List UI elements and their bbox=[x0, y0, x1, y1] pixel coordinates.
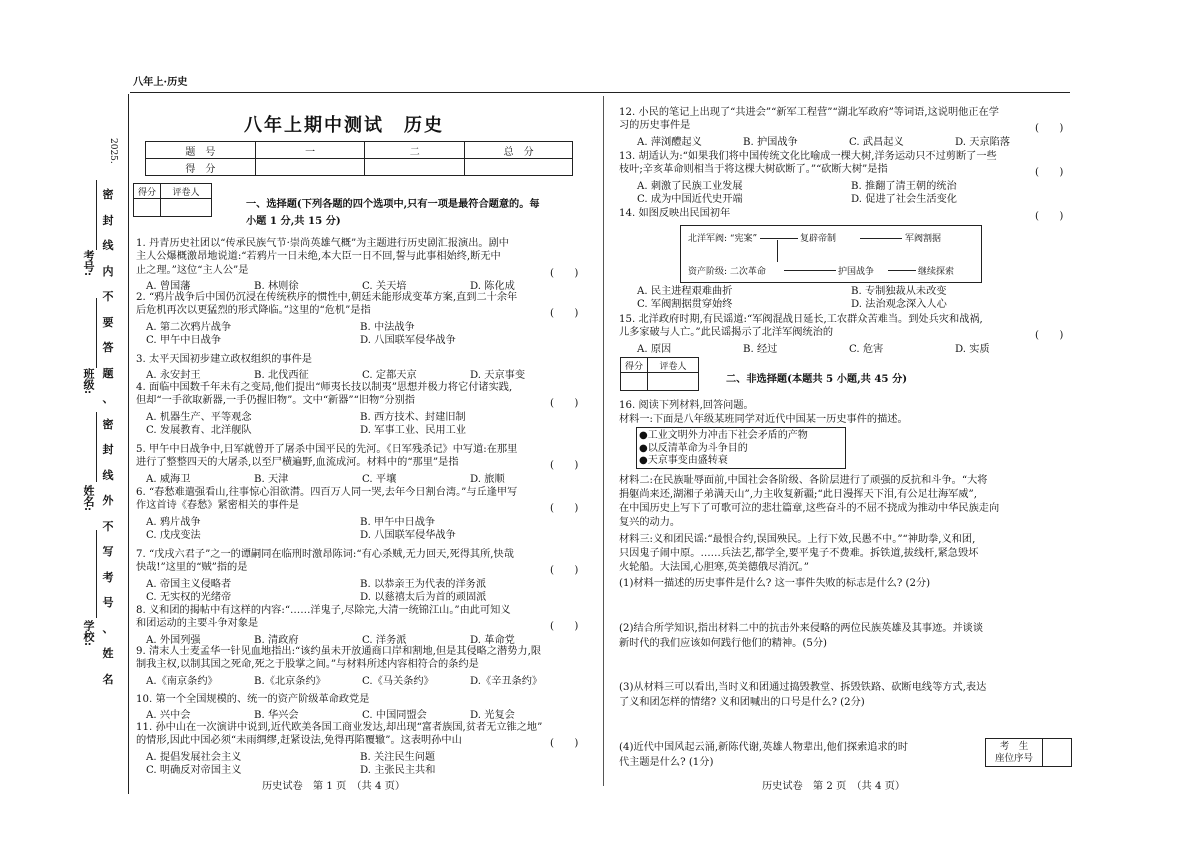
q6-stem: 作这首诗《春愁》紧密相关的事件是 bbox=[136, 500, 299, 512]
option-A[interactable]: A.《南京条约》 bbox=[146, 675, 218, 687]
seal-char: 、 bbox=[102, 621, 114, 635]
q7-stem: 快哉!”这里的“贼”指的是 bbox=[136, 562, 248, 574]
option-B[interactable]: B. 护国战争 bbox=[743, 136, 798, 148]
option-C[interactable]: C. 关天培 bbox=[362, 281, 407, 293]
option-B[interactable]: B.《北京条约》 bbox=[254, 675, 326, 687]
year-mark: 2025. bbox=[108, 138, 118, 164]
option-C[interactable]: C. 定都天京 bbox=[362, 370, 417, 382]
score-header: 题 号 bbox=[146, 142, 256, 159]
option-B[interactable]: B. 天津 bbox=[254, 473, 289, 485]
option-A[interactable]: A. 帝国主义侵略者 bbox=[146, 578, 232, 590]
seal-char: 外 bbox=[102, 494, 114, 507]
seal-char: 封 bbox=[102, 213, 114, 227]
sub-question-3: (3)从材料三可以看出,当时义和团通过捣毁教堂、拆毁铁路、砍断电线等方式,表达 bbox=[619, 682, 987, 693]
q11-stem: 的情形,因此中国必须“未雨绸缪,赶紧设法,免得再陷覆辙”。这表明孙中山 bbox=[136, 735, 462, 747]
q4-stem: 4. 面临中国数千年未有之变局,他们提出“师夷长技以制夷”思想并极力将它付诸实践, bbox=[136, 382, 513, 393]
option-C[interactable]: C. 武昌起义 bbox=[849, 136, 904, 148]
q13-stem: 枝叶;辛亥革命则相当于将这棵大树砍断了。”“砍断大树”是指 bbox=[619, 164, 888, 176]
seal-char: 封 bbox=[102, 443, 114, 456]
score-header: 二 bbox=[365, 142, 465, 159]
diagram-node: 北洋军阀: “宪案” bbox=[688, 234, 758, 244]
q12-stem: 12. 小民的笔记上出现了“共进会”“新军工程营”“湖北军政府”等词语,这说明他正在学 bbox=[619, 107, 999, 118]
option-A[interactable]: A. 民主进程艰难曲折 bbox=[637, 286, 733, 297]
q2-stem: 后危机再次以更猛烈的形式降临。”这里的“危机”是指 bbox=[136, 305, 371, 317]
grader-label: 评卷人 bbox=[161, 184, 212, 199]
q8-stem: 8. 义和团的揭帖中有这样的内容:“……洋鬼子,尽除完,大清一统锦江山。”由此可知义 bbox=[136, 605, 511, 616]
grader-cell[interactable] bbox=[134, 199, 161, 217]
footer-right: 历史试卷 第 2 页 （共 4 页） bbox=[762, 781, 906, 792]
option-A[interactable]: A. 外国列强 bbox=[146, 634, 201, 646]
option-C[interactable]: C. 军阀割据贯穿始终 bbox=[637, 299, 733, 311]
option-D[interactable]: D. 八国联军侵华战争 bbox=[360, 530, 456, 542]
option-B[interactable]: B. 中法战争 bbox=[360, 321, 415, 333]
grader-cell[interactable] bbox=[648, 373, 699, 391]
seat-label: 考 生 bbox=[999, 740, 1029, 752]
option-A[interactable]: A. 提倡发展社会主义 bbox=[146, 751, 242, 763]
option-A[interactable]: A. 萍浏醴起义 bbox=[637, 136, 702, 148]
option-C[interactable]: C. 洋务派 bbox=[362, 634, 407, 646]
answer-paren[interactable]: ( ) bbox=[550, 308, 579, 320]
material-one-intro: 材料一:下面是八年级某班同学对近代中国某一历史事件的描述。 bbox=[619, 414, 908, 425]
answer-paren[interactable]: ( ) bbox=[550, 398, 579, 410]
q13-stem: 13. 胡适认为:“如果我们将中国传统文化比喻成一棵大树,洋务运动只不过剪断了一些 bbox=[619, 151, 997, 162]
seal-char: 写 bbox=[102, 545, 114, 558]
q9-stem: 9. 清末人士麦孟华一针见血地指出:“该约虽未开放通商口岸和割地,但是其侵略之潜势力,限 bbox=[136, 646, 542, 657]
option-C[interactable]: C. 平壤 bbox=[362, 473, 397, 485]
q5-stem: 进行了整整四天的大屠杀,以至尸横遍野,血流成河。材料中的“那里”是指 bbox=[136, 457, 459, 469]
option-D[interactable]: D. 主张民主共和 bbox=[360, 765, 436, 777]
seal-char: 线 bbox=[102, 239, 114, 252]
seal-char: 姓 bbox=[102, 647, 114, 660]
q16-stem: 16. 阅读下列材料,回答问题。 bbox=[619, 400, 754, 411]
option-D[interactable]: D. 天京陷落 bbox=[955, 136, 1011, 148]
grader-label: 评卷人 bbox=[648, 358, 699, 373]
q1-stem: 主人公爆概激昂地说道:“若鸦片一日未绝,本大臣一日不回,誓与此事相始终,断无中 bbox=[136, 251, 501, 263]
score-cell[interactable] bbox=[465, 159, 573, 176]
option-B[interactable]: B. 推翻了清王朝的统治 bbox=[851, 180, 957, 192]
option-C[interactable]: C. 无实权的光绪帝 bbox=[146, 592, 232, 604]
q15-stem: 儿多家破与人亡。”此民谣揭示了北洋军阀统治的 bbox=[619, 327, 834, 339]
diagram-node: 继续探索 bbox=[918, 267, 955, 277]
section-two-heading: 二、非选择题(本题共 5 小题,共 45 分) bbox=[726, 373, 908, 385]
option-D[interactable]: D. 革命党 bbox=[470, 634, 515, 646]
q14-stem: 14. 如图反映出民国初年 bbox=[619, 208, 731, 219]
answer-paren[interactable]: ( ) bbox=[550, 503, 579, 515]
material-one-item: ●天京事变由盛转衰 bbox=[639, 455, 728, 466]
seat-label: 座位序号 bbox=[994, 752, 1033, 764]
option-D[interactable]: D. 陈化成 bbox=[470, 281, 515, 293]
option-C[interactable]: C. 明确反对帝国主义 bbox=[146, 765, 242, 777]
option-D[interactable]: D. 军事工业、民用工业 bbox=[360, 425, 466, 437]
answer-paren[interactable]: ( ) bbox=[550, 460, 579, 472]
q10-stem: 10. 第一个全国规模的、统一的资产阶级革命政党是 bbox=[136, 694, 370, 705]
option-C[interactable]: C. 戊戌变法 bbox=[146, 530, 201, 542]
seal-char: 号 bbox=[102, 596, 114, 609]
material-three-line: 材料三:义和团民谣:“最恨合约,误国殃民。上行下效,民愚不中。”“神助拳,义和团, bbox=[619, 534, 976, 545]
grader-cell[interactable] bbox=[161, 199, 212, 217]
answer-paren[interactable]: ( ) bbox=[550, 565, 579, 577]
q12-stem: 习的历史事件是 bbox=[619, 120, 691, 132]
option-B[interactable]: B. 北伐西征 bbox=[254, 370, 309, 382]
material-three-line: 火轮船。大法国,心胆寒,英美德俄尽消沉。” bbox=[619, 562, 809, 573]
option-B[interactable]: B. 经过 bbox=[743, 343, 778, 355]
material-two-line: 在中国历史上写下了可歌可泣的悲壮篇章,这些奋斗的不屈不挠成为推动中华民族走向 bbox=[619, 503, 1000, 514]
q3-stem: 3. 太平天国初步建立政权组织的事件是 bbox=[136, 354, 312, 365]
footer-left: 历史试卷 第 1 页 （共 4 页） bbox=[262, 781, 406, 792]
score-label: 得 分 bbox=[146, 159, 256, 176]
q9-stem: 制我主权,以制其国之死命,死之于股掌之间。”与材料所述内容相符合的条约是 bbox=[136, 659, 479, 671]
q11-stem: 11. 孙中山在一次演讲中说到,近代欧美各国工商业发达,却出现“富者族国,贫者无立锥之地” bbox=[136, 722, 543, 733]
q4-stem: 但却“一手欲取新器,一手仍握旧物”。文中“新器”“旧物”分别指 bbox=[136, 395, 415, 407]
option-A[interactable]: A. 刺激了民族工业发展 bbox=[637, 180, 743, 192]
q1-stem: 1. 丹青历史社团以“传承民族气节·崇尚英雄气概”为主题进行历史剧汇报演出。剧中 bbox=[136, 238, 509, 249]
seal-char: 内 bbox=[102, 264, 114, 278]
option-B[interactable]: B. 林则徐 bbox=[254, 281, 299, 293]
option-D[interactable]: D. 以慈禧太后为首的顽固派 bbox=[360, 592, 487, 604]
material-two-line: 捐躯尚来还,湖湘子弟满天山”,力主收复新疆;“此日漫挥天下泪,有公足壮海军威”, bbox=[619, 489, 978, 500]
diagram-node: 复辟帝制 bbox=[800, 234, 837, 244]
answer-paren[interactable]: ( ) bbox=[550, 621, 579, 633]
sub-question-2: 新时代的我们应该如何践行他们的精神。(5分) bbox=[619, 638, 827, 649]
option-B[interactable]: B. 清政府 bbox=[254, 634, 299, 646]
grader-box-2 bbox=[620, 357, 699, 391]
grader-label: 得分 bbox=[621, 358, 648, 373]
exam-number-label: 考号: bbox=[82, 250, 95, 277]
class-label: 班级: bbox=[82, 368, 95, 395]
material-one-box bbox=[636, 427, 846, 469]
q5-stem: 5. 甲午中日战争中,日军就曾开了屠杀中国平民的先河。《日军残杀记》中写道:在那里 bbox=[136, 444, 518, 455]
grader-box bbox=[133, 183, 212, 217]
option-C[interactable]: C. 发展教育、北洋舰队 bbox=[146, 425, 252, 437]
diagram-node: 护国战争 bbox=[838, 267, 875, 277]
seal-char: 、 bbox=[102, 392, 114, 405]
answer-paren[interactable]: ( ) bbox=[1035, 211, 1064, 222]
school-label: 学校: bbox=[82, 620, 95, 647]
option-A[interactable]: A. 机器生产、平等观念 bbox=[146, 411, 252, 423]
option-D[interactable]: D. 光复会 bbox=[470, 710, 515, 722]
sub-question-4: (4)近代中国风起云涌,新陈代谢,英雄人物辈出,他们探索追求的时 bbox=[619, 742, 909, 753]
answer-paren[interactable]: ( ) bbox=[1035, 167, 1064, 179]
score-header: 总 分 bbox=[465, 142, 573, 159]
q1-stem: 止之理。”这位“主人公”是 bbox=[136, 264, 249, 276]
option-D[interactable]: D.《辛丑条约》 bbox=[470, 675, 543, 687]
option-B[interactable]: B. 甲午中日战争 bbox=[360, 516, 436, 528]
sub-question-1: (1)材料一描述的历史事件是什么? 这一事件失败的标志是什么? (2分) bbox=[619, 578, 931, 589]
q7-stem: 7. “戊戌六君子”之一的谭嗣同在临刑时激昂陈词:“有心杀贼,无力回天,死得其所,快哉 bbox=[136, 549, 514, 560]
option-B[interactable]: B. 西方技术、封建旧制 bbox=[360, 411, 466, 423]
score-cell[interactable] bbox=[255, 159, 365, 176]
seal-char: 考 bbox=[102, 570, 114, 584]
q6-stem: 6. “春愁难遣强看山,往事惊心泪欲潸。四百万人同一哭,去年今日割台湾。”与丘逢甲写 bbox=[136, 487, 518, 498]
option-A[interactable]: A. 鸦片战争 bbox=[146, 516, 201, 528]
header-tag: 八年上·历史 bbox=[133, 76, 188, 88]
seat-cell[interactable] bbox=[1043, 739, 1072, 767]
option-A[interactable]: A. 永安封王 bbox=[146, 370, 201, 382]
seal-char: 答 bbox=[102, 341, 114, 354]
answer-paren[interactable]: ( ) bbox=[550, 738, 579, 750]
grader-cell[interactable] bbox=[621, 373, 648, 391]
option-B[interactable]: B. 关注民生问题 bbox=[360, 751, 436, 763]
option-B[interactable]: B. 以恭亲王为代表的洋务派 bbox=[360, 578, 487, 590]
diagram-node: 资产阶级: 二次革命 bbox=[688, 267, 766, 277]
seat-number-box bbox=[985, 738, 1072, 767]
seal-line-text bbox=[101, 186, 115, 696]
material-two-line: 材料二:在民族耻辱面前,中国社会各阶级、各阶层进行了顽强的反抗和斗争。“大将 bbox=[619, 475, 988, 486]
option-D[interactable]: D. 实质 bbox=[955, 343, 990, 355]
seal-char: 密 bbox=[102, 417, 114, 431]
option-C[interactable]: C.《马关条约》 bbox=[362, 675, 434, 687]
score-cell[interactable] bbox=[365, 159, 465, 176]
option-D[interactable]: D. 促进了社会生活变化 bbox=[851, 194, 957, 206]
q15-stem: 15. 北洋政府时期,有民谣道:“军阀混战日延长,工农群众苦难当。到处兵灾和战祸, bbox=[619, 314, 983, 325]
option-C[interactable]: C. 甲午中日战争 bbox=[146, 335, 222, 347]
option-C[interactable]: C. 成为中国近代史开端 bbox=[637, 194, 743, 206]
answer-paren[interactable]: ( ) bbox=[550, 267, 579, 279]
name-label: 姓名: bbox=[82, 485, 95, 512]
score-table bbox=[145, 141, 573, 176]
option-D[interactable]: D. 八国联军侵华战争 bbox=[360, 335, 456, 347]
option-A[interactable]: A. 威海卫 bbox=[146, 473, 191, 485]
material-two-line: 复兴的动力。 bbox=[619, 517, 681, 528]
seal-char: 题 bbox=[102, 366, 114, 380]
sub-question-2: (2)结合所学知识,指出材料二中的抗击外来侵略的两位民族英雄及其事迹。并谈谈 bbox=[619, 623, 984, 634]
q2-stem: 2. “鸦片战争后中国仍沉浸在传统秩序的惯性中,朝廷未能形成变革方案,直到二十余年 bbox=[136, 292, 518, 303]
option-B[interactable]: B. 专制独裁从未改变 bbox=[851, 286, 947, 297]
seal-char: 不 bbox=[102, 290, 114, 303]
page-title: 八年上期中测试 历史 bbox=[244, 115, 444, 136]
section-one-heading-cont: 小题 1 分,共 15 分) bbox=[246, 215, 341, 227]
section-one-heading: 一、选择题(下列各题的四个选项中,只有一项是最符合题意的。每 bbox=[246, 198, 540, 210]
material-one-item: ●工业文明外力冲击下社会矛盾的产物 bbox=[639, 430, 808, 441]
sub-question-3: 了义和团怎样的情绪? 义和团喊出的口号是什么? (2分) bbox=[619, 697, 865, 708]
option-A[interactable]: A. 兴中会 bbox=[146, 710, 191, 722]
option-D[interactable]: D. 天京事变 bbox=[470, 370, 526, 382]
seal-char: 线 bbox=[102, 468, 114, 482]
score-header: 一 bbox=[255, 142, 365, 159]
material-one-item: ●以反清革命为斗争目的 bbox=[639, 442, 748, 454]
answer-paren[interactable]: ( ) bbox=[1035, 123, 1064, 135]
option-D[interactable]: D. 法治观念深入人心 bbox=[851, 299, 947, 311]
seal-char: 名 bbox=[102, 672, 114, 686]
option-C[interactable]: C. 中国同盟会 bbox=[362, 710, 427, 722]
option-C[interactable]: C. 危害 bbox=[849, 343, 884, 355]
grader-label: 得分 bbox=[134, 184, 161, 199]
material-three-line: 只因鬼子闹中原。……兵法艺,都学全,要平鬼子不费难。拆铁道,拔线杆,紧急毁坏 bbox=[619, 548, 979, 559]
diagram-node: 军阀割据 bbox=[905, 234, 942, 244]
answer-paren[interactable]: ( ) bbox=[1035, 330, 1064, 342]
option-A[interactable]: A. 第二次鸦片战争 bbox=[146, 321, 232, 333]
option-B[interactable]: B. 华兴会 bbox=[254, 710, 299, 722]
seal-char: 要 bbox=[102, 315, 114, 329]
option-D[interactable]: D. 旅顺 bbox=[470, 473, 505, 485]
option-A[interactable]: A. 原因 bbox=[637, 343, 672, 355]
seal-char: 密 bbox=[102, 188, 114, 201]
q8-stem: 和团运动的主要斗争对象是 bbox=[136, 618, 259, 630]
sub-question-4: 代主题是什么? (1分) bbox=[619, 757, 714, 768]
seal-char: 不 bbox=[102, 519, 114, 533]
option-A[interactable]: A. 曾国藩 bbox=[146, 281, 191, 293]
